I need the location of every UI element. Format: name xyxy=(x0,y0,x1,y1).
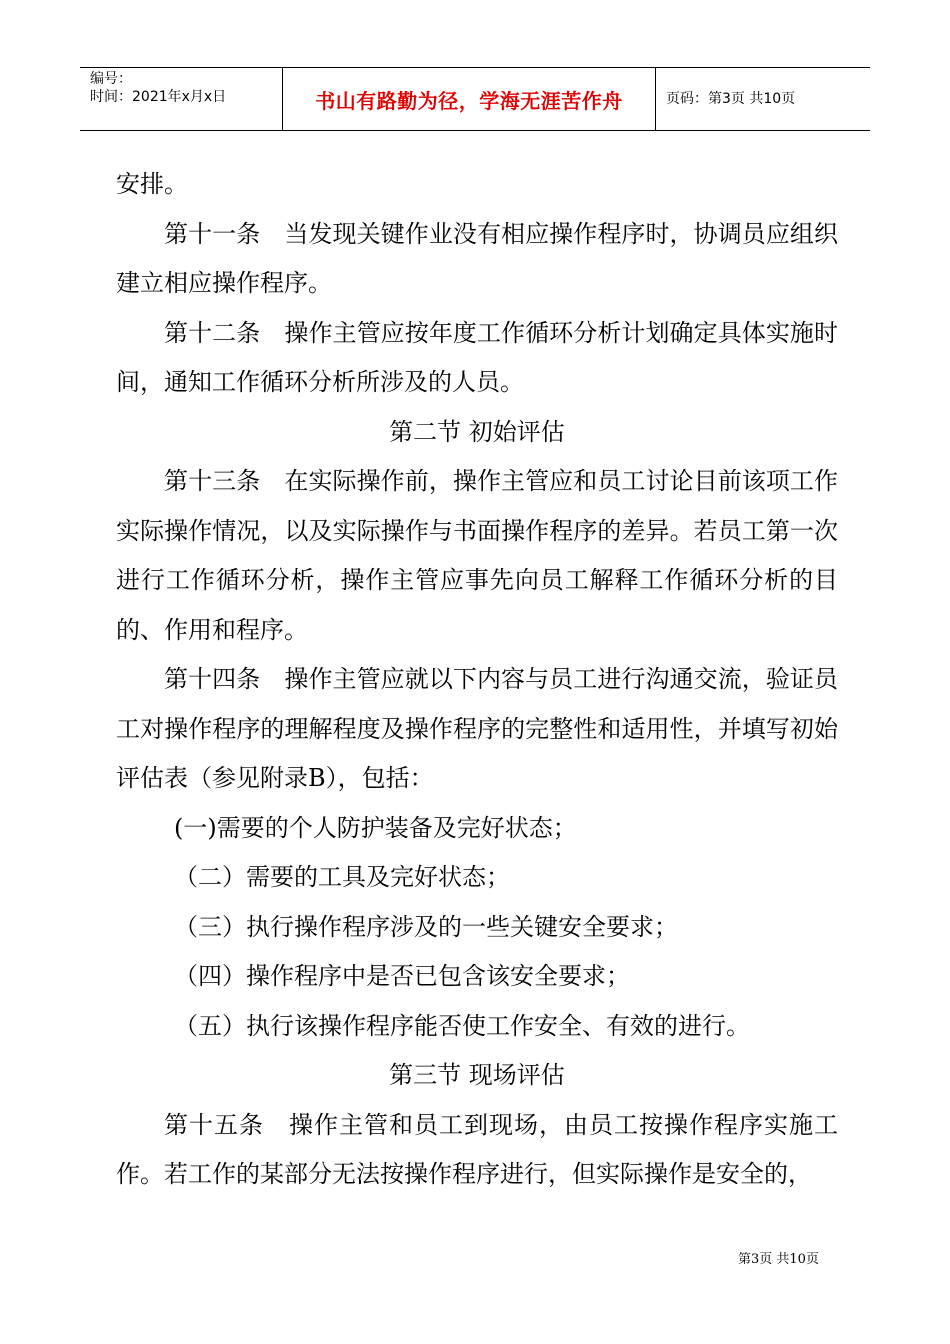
article-15: 第十五条 操作主管和员工到现场，由员工按操作程序实施工作。若工作的某部分无法按操作程序进行，但实际操作是安全的， xyxy=(116,1110,838,1188)
article-12: 第十二条 操作主管应按年度工作循环分析计划确定具体实施时间，通知工作循环分析所涉及的人员。 xyxy=(116,318,838,396)
document-date-label: 时间：2021年x月x日 xyxy=(90,89,227,105)
list-item: （四）操作程序中是否已包含该安全要求； xyxy=(174,962,630,990)
list-item: (一)需要的个人防护装备及完好状态； xyxy=(174,813,577,842)
section-heading-2: 第二节 初始评估 xyxy=(389,417,565,446)
section-heading-3: 第三节 现场评估 xyxy=(389,1061,565,1089)
list-item: （五）执行该操作程序能否使工作安全、有效的进行。 xyxy=(174,1011,750,1040)
article-14: 第十四条 操作主管应就以下内容与员工进行沟通交流，验证员工对操作程序的理解程度及操作程序的完整性和适用性，并填写初始评估表（参见附录B），包括： xyxy=(116,665,838,792)
header-motto: 书山有路勤为径，学海无涯苦作舟 xyxy=(315,88,623,113)
header-page-number: 页码：第3页 共10页 xyxy=(666,90,796,107)
article-13: 第十三条 在实际操作前，操作主管应和员工讨论目前该项工作实际操作情况，以及实际操作与书面操作程序的差异。若员工第一次进行工作循环分析，操作主管应事先向员工解释工作循环分析的目的、作用和程序。 xyxy=(116,467,838,644)
page-footer-number: 第3页 共10页 xyxy=(738,1252,819,1267)
document-body xyxy=(116,160,838,1200)
paragraph-continuation: 安排。 xyxy=(116,170,188,198)
header-motto-cell xyxy=(283,68,656,130)
document-number-label: 编号： xyxy=(90,71,132,87)
article-11: 第十一条 当发现关键作业没有相应操作程序时，协调员应组织建立相应操作程序。 xyxy=(116,219,838,297)
header-meta-cell xyxy=(80,68,283,130)
page-header xyxy=(80,67,870,131)
list-item: （三）执行操作程序涉及的一些关键安全要求； xyxy=(174,912,678,941)
header-page-cell xyxy=(656,68,870,130)
list-item: （二）需要的工具及完好状态； xyxy=(174,863,510,891)
